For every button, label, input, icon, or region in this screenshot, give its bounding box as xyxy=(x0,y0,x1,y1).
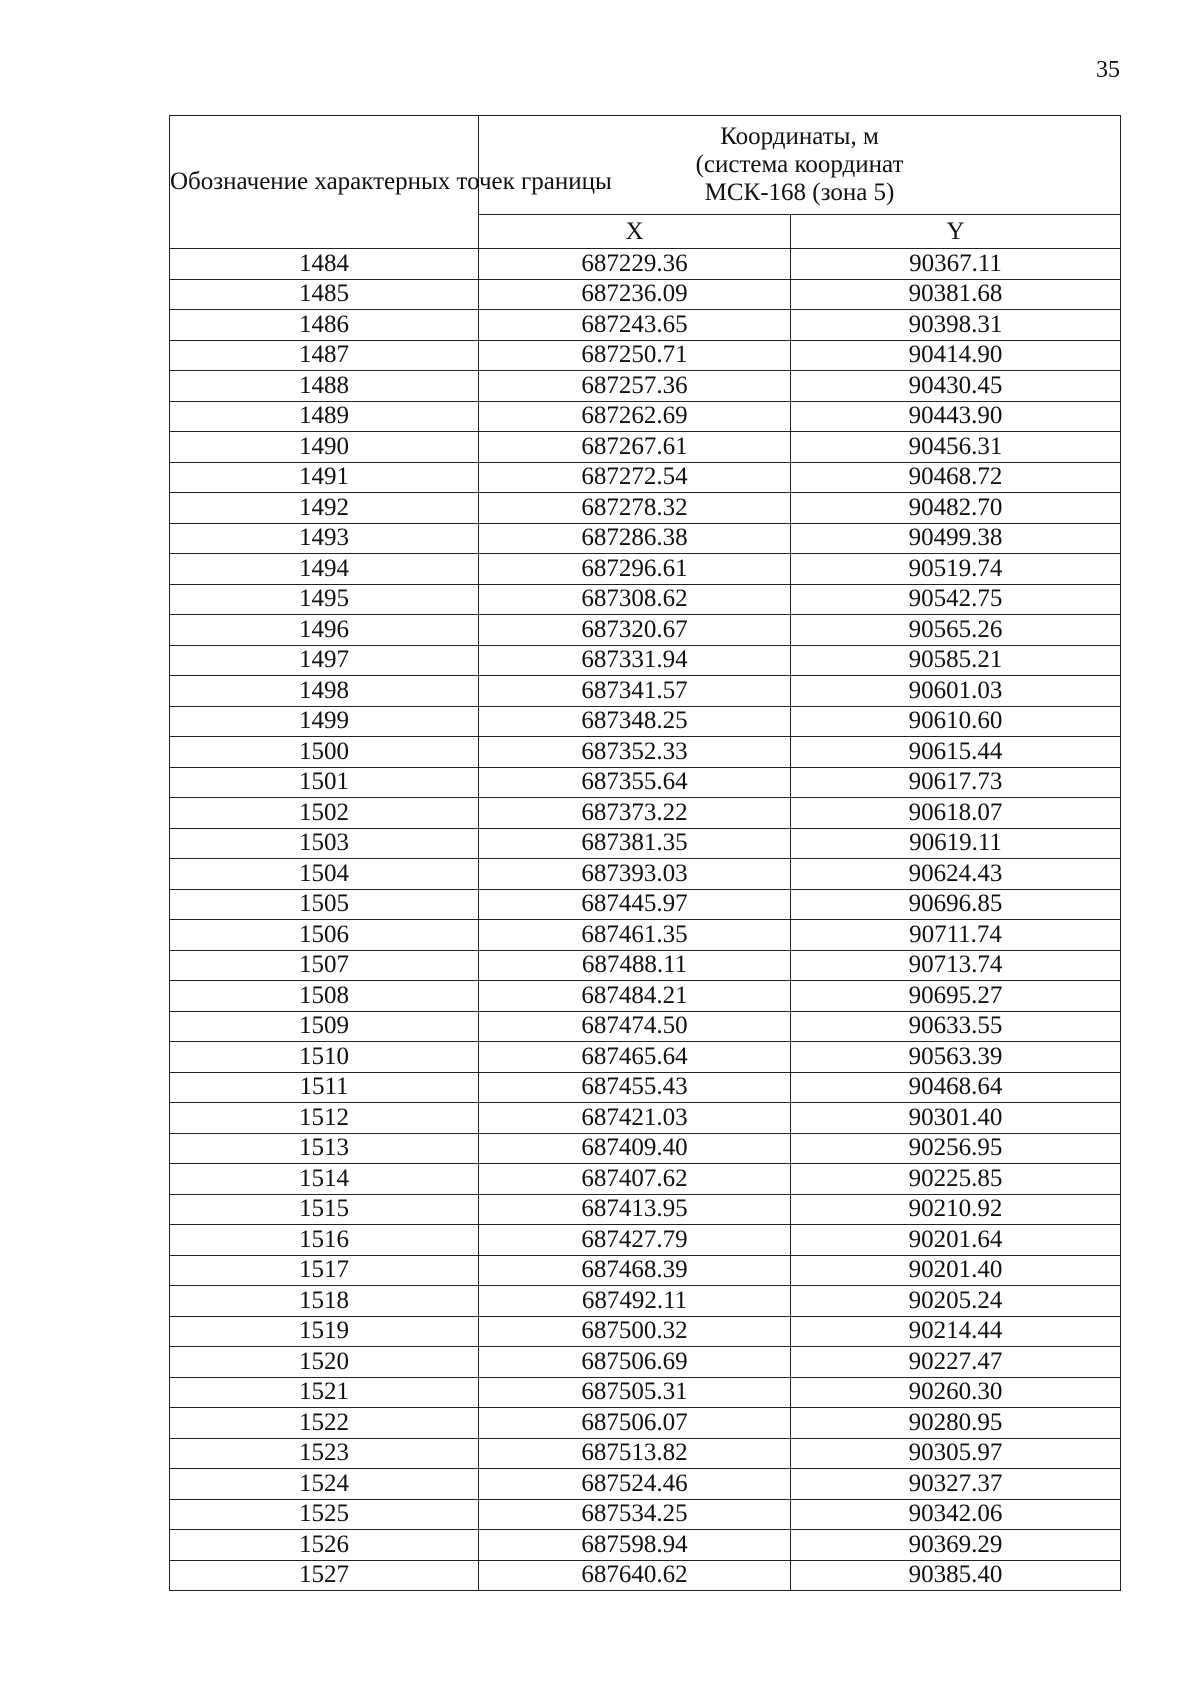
table-row xyxy=(170,737,1121,768)
x-coordinate-cell: 687500.32 xyxy=(479,1316,791,1347)
point-id-cell: 1491 xyxy=(170,462,479,493)
x-coordinate-cell: 687355.64 xyxy=(479,767,791,798)
y-coordinate-cell: 90619.11 xyxy=(791,828,1121,859)
point-id-cell: 1521 xyxy=(170,1377,479,1408)
x-coordinate-cell: 687455.43 xyxy=(479,1072,791,1103)
x-coordinate-cell: 687308.62 xyxy=(479,584,791,615)
x-coordinate-cell: 687534.25 xyxy=(479,1499,791,1530)
y-coordinate-cell: 90369.29 xyxy=(791,1530,1121,1561)
table-row xyxy=(170,523,1121,554)
point-id-cell: 1525 xyxy=(170,1499,479,1530)
point-designation-header: Обозначение характерных точек границы xyxy=(170,116,479,249)
table-row xyxy=(170,767,1121,798)
x-coordinate-cell: 687506.07 xyxy=(479,1408,791,1439)
point-id-cell: 1526 xyxy=(170,1530,479,1561)
y-coordinate-cell: 90301.40 xyxy=(791,1103,1121,1134)
x-coordinate-cell: 687320.67 xyxy=(479,615,791,646)
point-id-cell: 1486 xyxy=(170,310,479,341)
table-row xyxy=(170,981,1121,1012)
x-coordinate-cell: 687278.32 xyxy=(479,493,791,524)
table-header xyxy=(170,116,1121,249)
coordinates-header-line: Координаты, м xyxy=(720,123,879,151)
point-id-cell: 1523 xyxy=(170,1438,479,1469)
x-coordinate-cell: 687461.35 xyxy=(479,920,791,951)
table-row xyxy=(170,584,1121,615)
y-coordinate-cell: 90519.74 xyxy=(791,554,1121,585)
y-coordinate-cell: 90711.74 xyxy=(791,920,1121,951)
table-row xyxy=(170,615,1121,646)
point-id-cell: 1518 xyxy=(170,1286,479,1317)
table-row xyxy=(170,676,1121,707)
x-coordinate-cell: 687243.65 xyxy=(479,310,791,341)
x-coordinate-cell: 687352.33 xyxy=(479,737,791,768)
page-number: 35 xyxy=(1096,57,1120,83)
point-id-cell: 1513 xyxy=(170,1133,479,1164)
point-id-cell: 1512 xyxy=(170,1103,479,1134)
point-id-cell: 1522 xyxy=(170,1408,479,1439)
y-coordinate-cell: 90225.85 xyxy=(791,1164,1121,1195)
point-id-cell: 1488 xyxy=(170,371,479,402)
x-coordinate-cell: 687524.46 xyxy=(479,1469,791,1500)
point-id-cell: 1524 xyxy=(170,1469,479,1500)
y-coordinate-cell: 90201.64 xyxy=(791,1225,1121,1256)
point-id-cell: 1506 xyxy=(170,920,479,951)
point-id-cell: 1498 xyxy=(170,676,479,707)
table-row xyxy=(170,1469,1121,1500)
table-row xyxy=(170,1347,1121,1378)
x-coordinate-cell: 687286.38 xyxy=(479,523,791,554)
point-id-cell: 1519 xyxy=(170,1316,479,1347)
coordinates-header-line: (система координат xyxy=(695,151,904,179)
table-row xyxy=(170,1042,1121,1073)
x-coordinate-cell: 687373.22 xyxy=(479,798,791,829)
point-id-cell: 1514 xyxy=(170,1164,479,1195)
point-id-cell: 1516 xyxy=(170,1225,479,1256)
table-row xyxy=(170,828,1121,859)
coordinates-table xyxy=(169,115,1121,1591)
x-coordinate-cell: 687465.64 xyxy=(479,1042,791,1073)
point-id-cell: 1495 xyxy=(170,584,479,615)
table-row xyxy=(170,401,1121,432)
table-row xyxy=(170,645,1121,676)
x-coordinate-cell: 687409.40 xyxy=(479,1133,791,1164)
x-coordinate-cell: 687513.82 xyxy=(479,1438,791,1469)
y-coordinate-cell: 90398.31 xyxy=(791,310,1121,341)
table-row xyxy=(170,1103,1121,1134)
y-coordinate-cell: 90367.11 xyxy=(791,249,1121,280)
point-id-cell: 1507 xyxy=(170,950,479,981)
y-coordinate-cell: 90615.44 xyxy=(791,737,1121,768)
y-coordinate-cell: 90381.68 xyxy=(791,279,1121,310)
table-row xyxy=(170,310,1121,341)
point-id-cell: 1527 xyxy=(170,1560,479,1591)
y-coordinate-cell: 90214.44 xyxy=(791,1316,1121,1347)
x-coordinate-cell: 687341.57 xyxy=(479,676,791,707)
x-coordinate-cell: 687381.35 xyxy=(479,828,791,859)
y-coordinate-cell: 90210.92 xyxy=(791,1194,1121,1225)
table-row xyxy=(170,1408,1121,1439)
y-coordinate-cell: 90305.97 xyxy=(791,1438,1121,1469)
x-coordinate-cell: 687229.36 xyxy=(479,249,791,280)
x-coordinate-cell: 687598.94 xyxy=(479,1530,791,1561)
point-id-cell: 1504 xyxy=(170,859,479,890)
x-coordinate-cell: 687474.50 xyxy=(479,1011,791,1042)
table-row xyxy=(170,1286,1121,1317)
table-row xyxy=(170,1194,1121,1225)
coordinates-header xyxy=(479,116,1121,215)
table-row xyxy=(170,920,1121,951)
x-coordinate-cell: 687427.79 xyxy=(479,1225,791,1256)
y-coordinate-cell: 90696.85 xyxy=(791,889,1121,920)
y-coordinate-cell: 90624.43 xyxy=(791,859,1121,890)
x-coordinate-cell: 687267.61 xyxy=(479,432,791,463)
table-row xyxy=(170,493,1121,524)
x-coordinate-cell: 687331.94 xyxy=(479,645,791,676)
table-row xyxy=(170,950,1121,981)
table-row xyxy=(170,859,1121,890)
point-id-cell: 1508 xyxy=(170,981,479,1012)
x-coordinate-cell: 687257.36 xyxy=(479,371,791,402)
point-id-cell: 1502 xyxy=(170,798,479,829)
table-row xyxy=(170,1530,1121,1561)
y-coordinate-cell: 90468.64 xyxy=(791,1072,1121,1103)
x-coordinate-cell: 687484.21 xyxy=(479,981,791,1012)
y-coordinate-cell: 90499.38 xyxy=(791,523,1121,554)
y-coordinate-cell: 90260.30 xyxy=(791,1377,1121,1408)
point-id-cell: 1509 xyxy=(170,1011,479,1042)
y-coordinate-cell: 90601.03 xyxy=(791,676,1121,707)
coordinates-header-line: МСК-168 (зона 5) xyxy=(704,179,895,207)
table-row xyxy=(170,1499,1121,1530)
table-row xyxy=(170,371,1121,402)
table-row xyxy=(170,554,1121,585)
y-coordinate-cell: 90443.90 xyxy=(791,401,1121,432)
point-id-cell: 1494 xyxy=(170,554,479,585)
point-id-cell: 1501 xyxy=(170,767,479,798)
x-coordinate-cell: 687250.71 xyxy=(479,340,791,371)
point-id-cell: 1520 xyxy=(170,1347,479,1378)
table-row xyxy=(170,1316,1121,1347)
y-coordinate-cell: 90414.90 xyxy=(791,340,1121,371)
table-row xyxy=(170,279,1121,310)
y-coordinate-cell: 90610.60 xyxy=(791,706,1121,737)
point-id-cell: 1484 xyxy=(170,249,479,280)
x-coordinate-cell: 687296.61 xyxy=(479,554,791,585)
point-id-cell: 1496 xyxy=(170,615,479,646)
table-row xyxy=(170,798,1121,829)
table-row xyxy=(170,706,1121,737)
point-id-cell: 1492 xyxy=(170,493,479,524)
point-id-cell: 1510 xyxy=(170,1042,479,1073)
point-id-cell: 1489 xyxy=(170,401,479,432)
y-coordinate-cell: 90585.21 xyxy=(791,645,1121,676)
point-id-cell: 1493 xyxy=(170,523,479,554)
point-id-cell: 1500 xyxy=(170,737,479,768)
point-id-cell: 1517 xyxy=(170,1255,479,1286)
point-id-cell: 1499 xyxy=(170,706,479,737)
x-coordinate-cell: 687445.97 xyxy=(479,889,791,920)
point-id-cell: 1490 xyxy=(170,432,479,463)
x-coordinate-cell: 687413.95 xyxy=(479,1194,791,1225)
y-coordinate-cell: 90713.74 xyxy=(791,950,1121,981)
table-row xyxy=(170,1133,1121,1164)
table-row xyxy=(170,1255,1121,1286)
y-coordinate-cell: 90633.55 xyxy=(791,1011,1121,1042)
table-row xyxy=(170,1560,1121,1591)
x-coordinate-cell: 687393.03 xyxy=(479,859,791,890)
x-coordinate-cell: 687262.69 xyxy=(479,401,791,432)
y-coordinate-cell: 90227.47 xyxy=(791,1347,1121,1378)
y-coordinate-cell: 90342.06 xyxy=(791,1499,1121,1530)
y-coordinate-cell: 90542.75 xyxy=(791,584,1121,615)
table-row xyxy=(170,889,1121,920)
x-coordinate-cell: 687348.25 xyxy=(479,706,791,737)
point-id-cell: 1505 xyxy=(170,889,479,920)
table-row xyxy=(170,249,1121,280)
y-coordinate-cell: 90280.95 xyxy=(791,1408,1121,1439)
y-coordinate-cell: 90201.40 xyxy=(791,1255,1121,1286)
y-coordinate-cell: 90565.26 xyxy=(791,615,1121,646)
x-coordinate-cell: 687468.39 xyxy=(479,1255,791,1286)
point-id-cell: 1511 xyxy=(170,1072,479,1103)
x-coordinate-cell: 687640.62 xyxy=(479,1560,791,1591)
table-body xyxy=(170,249,1121,1591)
y-coordinate-cell: 90430.45 xyxy=(791,371,1121,402)
table-row xyxy=(170,1225,1121,1256)
x-coordinate-cell: 687407.62 xyxy=(479,1164,791,1195)
y-coordinate-cell: 90456.31 xyxy=(791,432,1121,463)
y-coordinate-cell: 90468.72 xyxy=(791,462,1121,493)
y-coordinate-cell: 90618.07 xyxy=(791,798,1121,829)
y-coordinate-cell: 90563.39 xyxy=(791,1042,1121,1073)
point-id-cell: 1497 xyxy=(170,645,479,676)
y-coordinate-cell: 90327.37 xyxy=(791,1469,1121,1500)
y-coordinate-cell: 90205.24 xyxy=(791,1286,1121,1317)
point-id-cell: 1503 xyxy=(170,828,479,859)
table-row xyxy=(170,462,1121,493)
table-row xyxy=(170,1377,1121,1408)
table-row xyxy=(170,1072,1121,1103)
x-column-header: X xyxy=(479,215,791,249)
x-coordinate-cell: 687236.09 xyxy=(479,279,791,310)
y-coordinate-cell: 90256.95 xyxy=(791,1133,1121,1164)
table-row xyxy=(170,340,1121,371)
point-id-cell: 1515 xyxy=(170,1194,479,1225)
point-id-cell: 1485 xyxy=(170,279,479,310)
x-coordinate-cell: 687506.69 xyxy=(479,1347,791,1378)
table-row xyxy=(170,1438,1121,1469)
table-row xyxy=(170,1011,1121,1042)
x-coordinate-cell: 687492.11 xyxy=(479,1286,791,1317)
y-coordinate-cell: 90385.40 xyxy=(791,1560,1121,1591)
y-coordinate-cell: 90482.70 xyxy=(791,493,1121,524)
x-coordinate-cell: 687505.31 xyxy=(479,1377,791,1408)
x-coordinate-cell: 687421.03 xyxy=(479,1103,791,1134)
y-column-header: Y xyxy=(791,215,1121,249)
table-row xyxy=(170,432,1121,463)
x-coordinate-cell: 687272.54 xyxy=(479,462,791,493)
table-row xyxy=(170,1164,1121,1195)
y-coordinate-cell: 90695.27 xyxy=(791,981,1121,1012)
x-coordinate-cell: 687488.11 xyxy=(479,950,791,981)
point-id-cell: 1487 xyxy=(170,340,479,371)
y-coordinate-cell: 90617.73 xyxy=(791,767,1121,798)
